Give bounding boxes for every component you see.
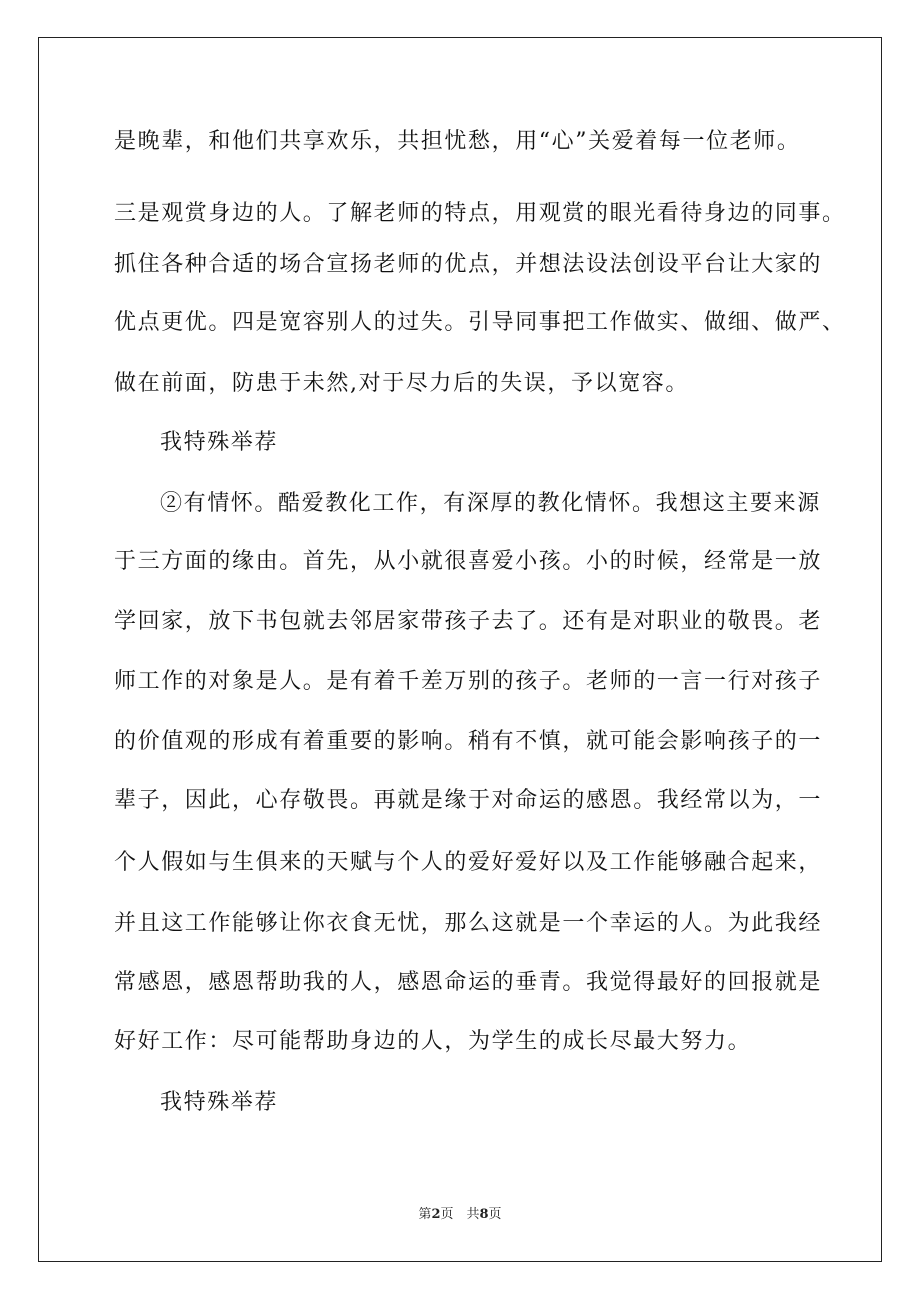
text-line: 三是观赏身边的人。了解老师的特点，用观赏的眼光看待身边的同事。: [114, 201, 846, 226]
page-prefix: 第: [418, 1207, 432, 1222]
page-total: 8: [479, 1207, 489, 1222]
text-line: 是晚辈，和他们共享欢乐，共担忧愁，用“心”关爱着每一位老师。: [114, 129, 801, 154]
text-line: 做在前面，防患于未然,对于尽力后的失误，予以宽容。: [114, 371, 689, 396]
text-line: 常感恩，感恩帮助我的人，感恩命运的垂青。我觉得最好的回报就是: [114, 970, 823, 995]
page-suffix: 页: [488, 1207, 502, 1222]
text-line: 优点更优。四是宽容别人的过失。引导同事把工作做实、做细、做严、: [114, 310, 846, 335]
section-heading: 我特殊举荐: [160, 1090, 279, 1115]
text-line: 学回家，放下书包就去邻居家带孩子去了。还有是对职业的敬畏。老: [114, 609, 823, 634]
page-mid: 页 共: [440, 1207, 480, 1222]
text-line: 的价值观的形成有着重要的影响。稍有不慎，就可能会影响孩子的一: [114, 729, 823, 754]
text-line: 师工作的对象是人。是有着千差万别的孩子。老师的一言一行对孩子: [114, 669, 823, 694]
text-line: ②有情怀。酷爱教化工作，有深厚的教化情怀。我想这主要来源: [160, 491, 821, 516]
text-line: 个人假如与生俱来的天赋与个人的爱好爱好以及工作能够融合起来，: [114, 850, 823, 875]
page-footer: [0, 1206, 920, 1224]
text-line: 辈子，因此，心存敬畏。再就是缘于对命运的感恩。我经常以为，一: [114, 788, 823, 813]
text-line: 好好工作：尽可能帮助身边的人，为学生的成长尽最大努力。: [114, 1029, 752, 1054]
text-line: 于三方面的缘由。首先，从小就很喜爱小孩。小的时候，经常是一放: [114, 549, 823, 574]
page-current: 2: [431, 1207, 441, 1222]
text-line: 并且这工作能够让你衣食无忧，那么这就是一个幸运的人。为此我经: [114, 911, 823, 936]
text-line: 抓住各种合适的场合宣扬老师的优点，并想法设法创设平台让大家的: [114, 252, 823, 277]
section-heading: 我特殊举荐: [160, 430, 279, 455]
